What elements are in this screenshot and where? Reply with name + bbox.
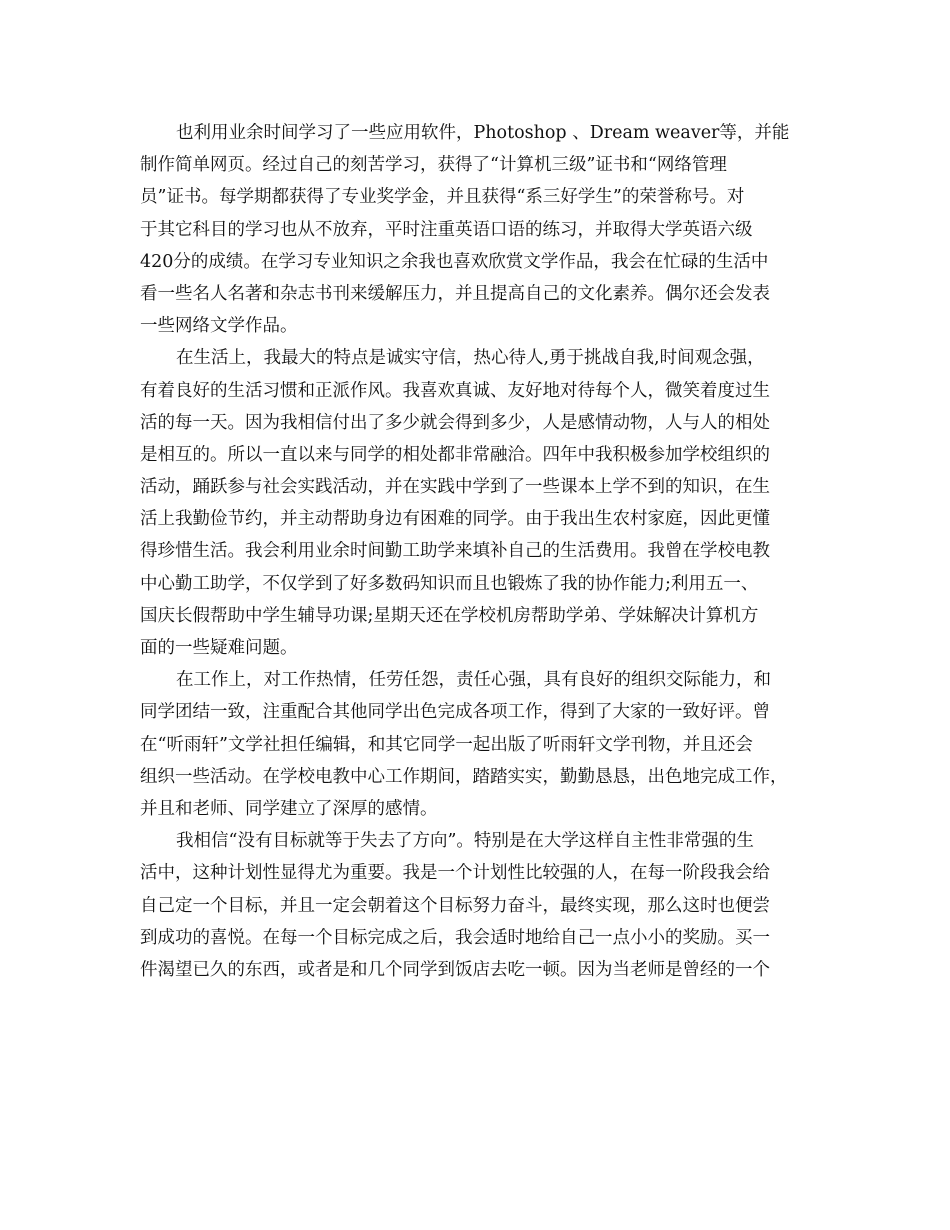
document-body <box>140 117 820 986</box>
text-line: 并且和老师、同学建立了深厚的感情。 <box>140 798 438 819</box>
text-line: 有着良好的生活习惯和正派作风。我喜欢真诚、友好地对待每个人，微笑着度过生 <box>140 380 770 401</box>
text-line: 件渴望已久的东西，或者是和几个同学到饭店去吃一顿。因为当老师是曾经的一个 <box>140 959 770 980</box>
paragraph-work <box>140 664 820 825</box>
text-line: 于其它科目的学习也从不放弃，平时注重英语口语的练习，并取得大学英语六级 <box>140 219 753 240</box>
text-line: 一些网络文学作品。 <box>140 316 298 337</box>
text-line: 活中，这种计划性显得尤为重要。我是一个计划性比较强的人，在每一阶段我会给 <box>140 863 770 884</box>
text-line: 420分的成绩。在学习专业知识之余我也喜欢欣赏文学作品，我会在忙碌的生活中 <box>140 251 769 272</box>
text-line: 是相互的。所以一直以来与同学的相处都非常融洽。四年中我积极参加学校组织的 <box>140 444 770 465</box>
text-line: 在生活上，我最大的特点是诚实守信，热心待人,勇于挑战自我,时间观念强， <box>176 348 765 369</box>
text-line: 同学团结一致，注重配合其他同学出色完成各项工作，得到了大家的一致好评。曾 <box>140 702 770 723</box>
text-line: 看一些名人名著和杂志书刊来缓解压力，并且提高自己的文化素养。偶尔还会发表 <box>140 283 770 304</box>
text-line: 国庆长假帮助中学生辅导功课;星期天还在学校机房帮助学弟、学妹解决计算机方 <box>140 605 759 626</box>
text-line: 我相信“没有目标就等于失去了方向”。特别是在大学这样自主性非常强的生 <box>176 831 754 852</box>
text-line: 得珍惜生活。我会利用业余时间勤工助学来填补自己的生活费用。我曾在学校电教 <box>140 541 770 562</box>
text-line: 活动，踊跃参与社会实践活动，并在实践中学到了一些课本上学不到的知识，在生 <box>140 477 770 498</box>
text-line: 活的每一天。因为我相信付出了多少就会得到多少，人是感情动物，人与人的相处 <box>140 412 770 433</box>
text-line: 在工作上，对工作热情，任劳任怨，责任心强，具有良好的组织交际能力，和 <box>176 670 771 691</box>
paragraph-software-skills <box>140 117 820 342</box>
text-line: 员”证书。每学期都获得了专业奖学金，并且获得“系三好学生”的荣誉称号。对 <box>140 187 745 208</box>
text-line: 自己定一个目标，并且一定会朝着这个目标努力奋斗，最终实现，那么这时也便尝 <box>140 895 770 916</box>
text-line: 组织一些活动。在学校电教中心工作期间，踏踏实实，勤勤恳恳，出色地完成工作， <box>140 766 788 787</box>
paragraph-life <box>140 342 820 664</box>
text-line: 中心勤工助学，不仅学到了好多数码知识而且也锻炼了我的协作能力;利用五一、 <box>140 573 759 594</box>
text-line: 制作简单网页。经过自己的刻苦学习，获得了“计算机三级”证书和“网络管理 <box>140 155 727 176</box>
text-line: 也利用业余时间学习了一些应用软件，Photoshop 、Dream weaver等，并能 <box>176 123 790 143</box>
text-line: 活上我勤俭节约，并主动帮助身边有困难的同学。由于我出生农村家庭，因此更懂 <box>140 509 770 530</box>
text-line: 到成功的喜悦。在每一个目标完成之后，我会适时地给自己一点小小的奖励。买一 <box>140 927 770 948</box>
text-line: 面的一些疑难问题。 <box>140 638 298 658</box>
paragraph-goals <box>140 825 820 986</box>
text-line: 在“听雨轩”文学社担任编辑，和其它同学一起出版了听雨轩文学刊物，并且还会 <box>140 734 753 755</box>
